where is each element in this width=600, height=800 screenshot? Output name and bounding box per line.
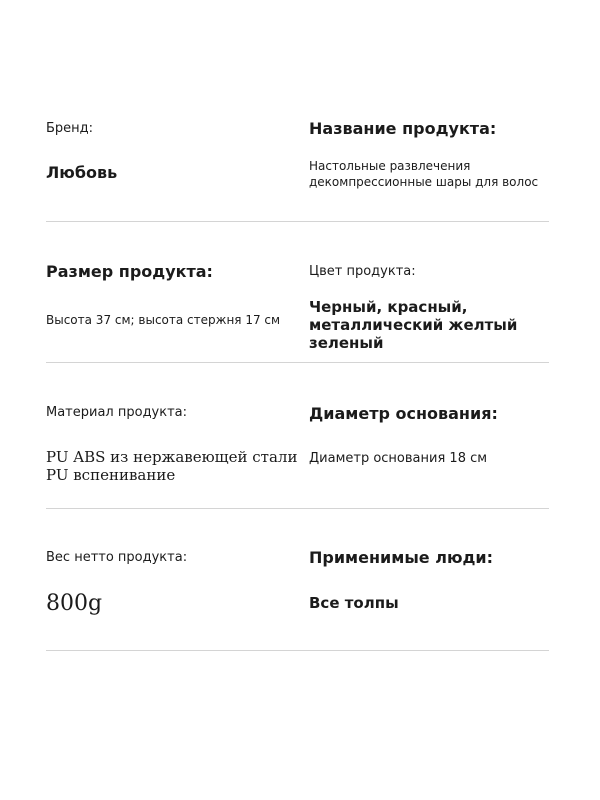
row-divider-3 <box>46 508 549 509</box>
size-label: Размер продукта: <box>46 262 213 281</box>
base-diameter-label: Диаметр основания: <box>309 404 498 423</box>
audience-value: Все толпы <box>309 594 399 612</box>
color-value: Черный, красный, металлический желтый зеленый <box>309 298 518 352</box>
material-value: PU ABS из нержавеющей стали PU вспенивание <box>46 448 298 484</box>
row-divider-2 <box>46 362 549 363</box>
audience-label: Применимые люди: <box>309 548 494 567</box>
net-weight-value: 800g <box>46 591 103 616</box>
brand-value: Любовь <box>46 163 118 182</box>
size-value: Высота 37 см; высота стержня 17 см <box>46 313 281 327</box>
brand-label: Бренд: <box>46 121 94 136</box>
row-divider-1 <box>46 221 549 222</box>
net-weight-label: Вес нетто продукта: <box>46 550 188 565</box>
color-label: Цвет продукта: <box>309 264 416 279</box>
material-label: Материал продукта: <box>46 405 188 420</box>
product-name-value: Настольные развлечения декомпрессионные шары для волос <box>309 159 539 189</box>
row-divider-4 <box>46 650 549 651</box>
product-name-label: Название продукта: <box>309 119 497 138</box>
base-diameter-value: Диаметр основания 18 см <box>309 451 488 466</box>
